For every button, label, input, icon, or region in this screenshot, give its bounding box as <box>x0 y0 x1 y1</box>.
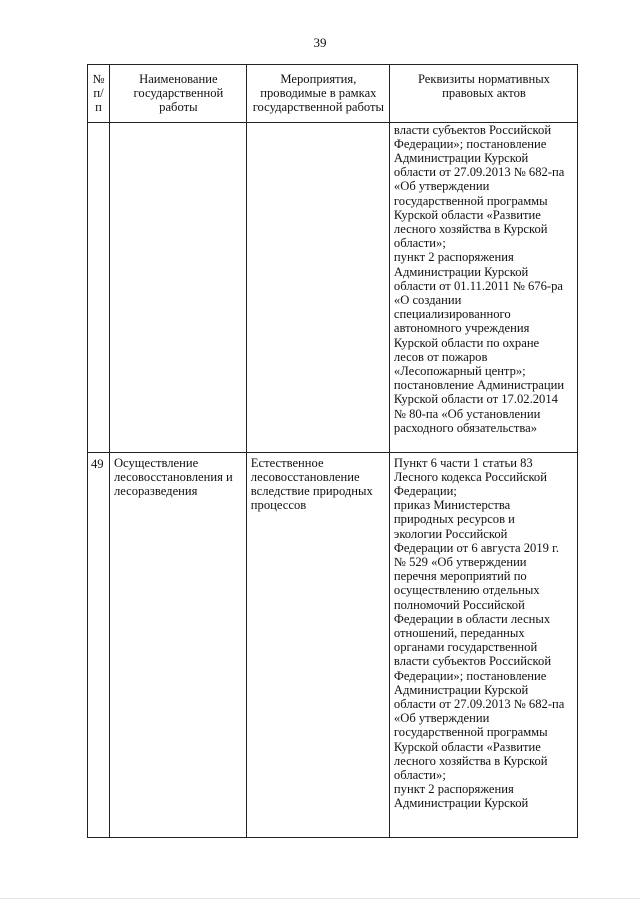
header-legal-acts: Реквизиты нормативных правовых актов <box>389 65 577 123</box>
scan-edge-divider <box>0 898 640 899</box>
cell-number: 49 <box>88 452 110 837</box>
table-header <box>88 65 578 123</box>
header-row <box>88 65 578 123</box>
cell-number <box>88 122 110 452</box>
regulations-table <box>87 64 578 838</box>
cell-legal-acts: власти субъектов Российской Федерации»; постановление Администрации Курской области от 27.09.2013 № 682-па «Об утверждении государственной программы Курской области «Развитие лесного хозяйства в Курской области»; пункт 2 распоряжения Администрации Курской области от 01.11.2011 № 676-ра «О создании специализированного автономного учреждения Курской области по охране лесов от пожаров «Лесопожарный центр»; постановление Администрации Курской области от 17.02.2014 № 80-па «Об установлении расходного обязательства» <box>389 122 577 452</box>
header-work-name: Наименование государственной работы <box>109 65 246 123</box>
header-number: № п/п <box>88 65 110 123</box>
cell-legal-acts: Пункт 6 части 1 статьи 83 Лесного кодекса Российской Федерации; приказ Министерства природных ресурсов и экологии Российской Федерации от 6 августа 2019 г. № 529 «Об утверждении перечня мероприятий по осуществлению отдельных полномочий Российской Федерации в области лесных отношений, переданных органами государственной власти субъектов Российской Федерации»; постановление Администрации Курской области от 27.09.2013 № 682-па «Об утверждении государственной программы Курской области «Развитие лесного хозяйства в Курской области»; пункт 2 распоряжения Администрации Курской <box>389 452 577 837</box>
table-row-continuation <box>88 122 578 452</box>
cell-work-name: Осуществление лесовосстановления и лесоразведения <box>109 452 246 837</box>
cell-events: Естественное лесовосстановление вследствие природных процессов <box>246 452 389 837</box>
cell-events <box>246 122 389 452</box>
page-number: 39 <box>313 35 327 50</box>
table-row-49 <box>88 452 578 837</box>
header-events: Мероприятия, проводимые в рамках государственной работы <box>246 65 389 123</box>
cell-work-name <box>109 122 246 452</box>
